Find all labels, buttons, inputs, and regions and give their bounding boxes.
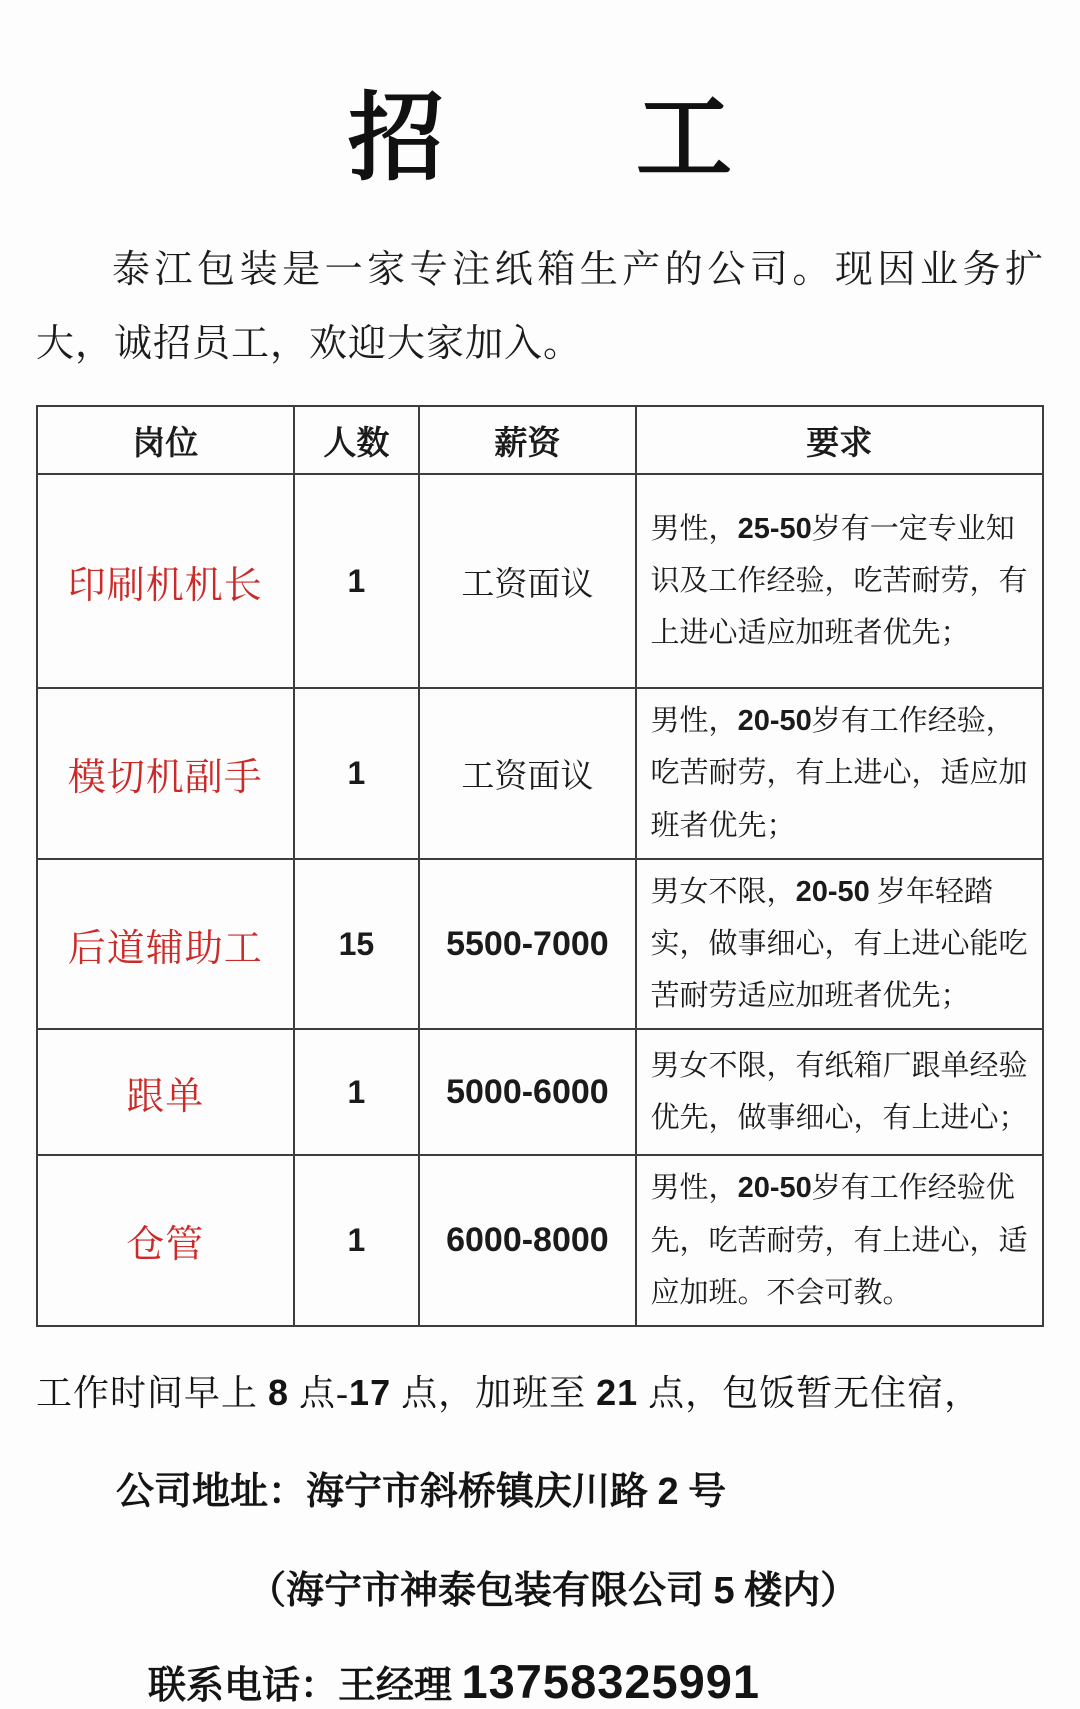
job-salary: 工资面议 — [419, 688, 635, 859]
job-position: 仓管 — [37, 1155, 294, 1326]
job-salary: 5500-7000 — [419, 859, 635, 1030]
col-header-count: 人数 — [294, 406, 420, 474]
col-header-position: 岗位 — [37, 406, 294, 474]
poster-title: 招 工 — [348, 85, 732, 192]
jobs-table — [36, 405, 1044, 1327]
job-salary: 5000-6000 — [419, 1029, 635, 1155]
table-row — [37, 1155, 1043, 1326]
company-address-line: 公司地址：海宁市斜桥镇庆川路 2 号 — [116, 1470, 727, 1513]
job-position: 模切机副手 — [37, 688, 294, 859]
job-count: 1 — [294, 474, 420, 688]
job-requirements: 男女不限，有纸箱厂跟单经验优先，做事细心，有上进心； — [636, 1029, 1043, 1155]
work-time-line: 工作时间早上 8 点-17 点，加班至 21 点，包饭暂无住宿， — [36, 1371, 982, 1413]
job-position: 跟单 — [37, 1029, 294, 1155]
table-row — [37, 474, 1043, 688]
table-row — [37, 859, 1043, 1030]
contact-phone-line: 联系电话：王经理 13758325991 — [148, 1654, 761, 1708]
table-row — [37, 688, 1043, 859]
job-count: 1 — [294, 1029, 420, 1155]
job-salary: 6000-8000 — [419, 1155, 635, 1326]
col-header-salary: 薪资 — [419, 406, 635, 474]
table-row — [37, 1029, 1043, 1155]
intro-paragraph: 泰江包装是一家专注纸箱生产的公司。现因业务扩大，诚招员工，欢迎大家加入。 — [36, 249, 1044, 366]
address-note-line: （海宁市神泰包装有限公司 5 楼内） — [248, 1569, 859, 1612]
job-count: 1 — [294, 688, 420, 859]
job-requirements: 男性，20-50岁有工作经验，吃苦耐劳，有上进心，适应加班者优先； — [636, 688, 1043, 859]
job-position: 印刷机机长 — [37, 474, 294, 688]
job-requirements: 男性，20-50岁有工作经验优先，吃苦耐劳，有上进心，适应加班。不会可教。 — [636, 1155, 1043, 1326]
job-position: 后道辅助工 — [37, 859, 294, 1030]
job-count: 1 — [294, 1155, 420, 1326]
col-header-requirements: 要求 — [636, 406, 1043, 474]
job-requirements: 男女不限，20-50 岁年轻踏实，做事细心，有上进心能吃苦耐劳适应加班者优先； — [636, 859, 1043, 1030]
job-count: 15 — [294, 859, 420, 1030]
job-salary: 工资面议 — [419, 474, 635, 688]
table-header-row — [37, 406, 1043, 474]
job-requirements: 男性，25-50岁有一定专业知识及工作经验，吃苦耐劳，有上进心适应加班者优先； — [636, 474, 1043, 688]
